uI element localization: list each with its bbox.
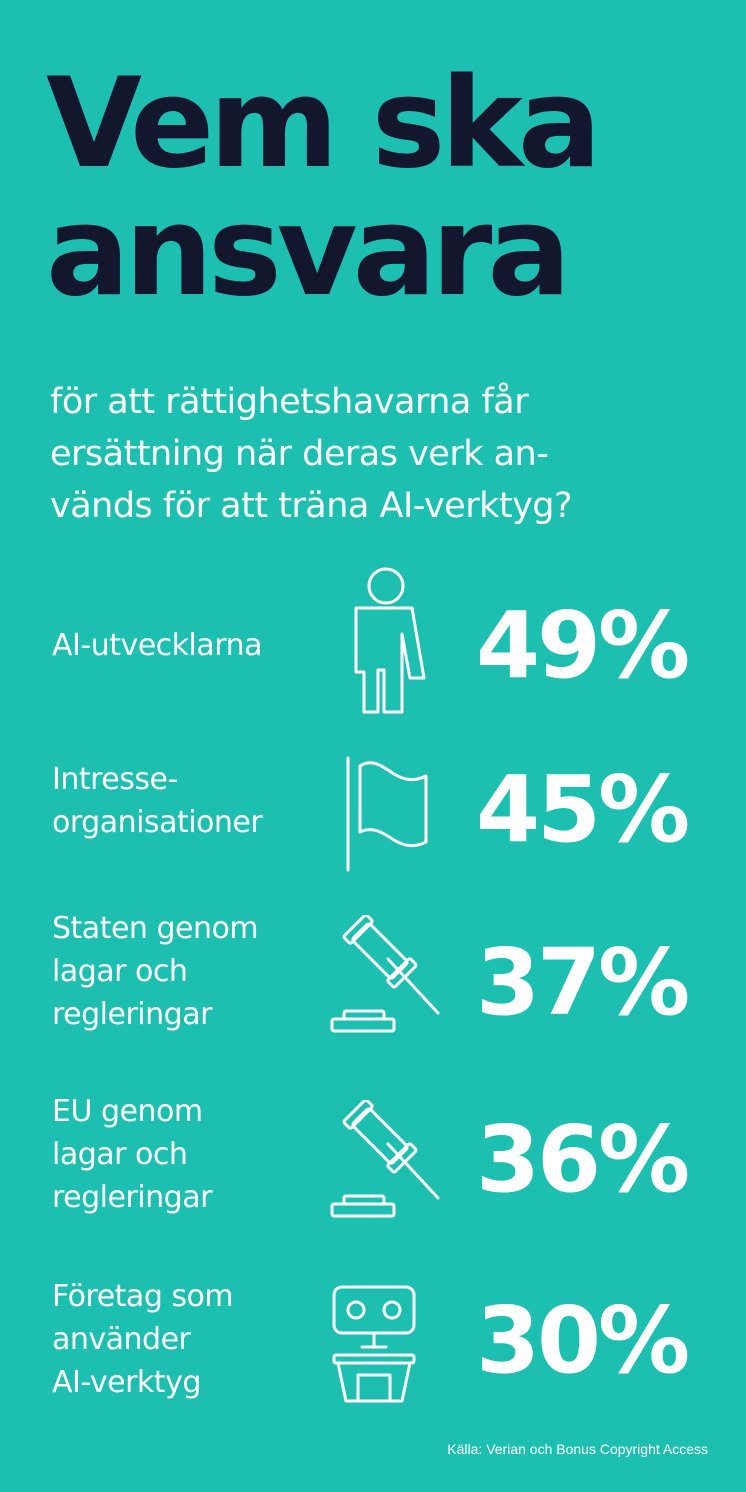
stat-label-line: Intresse- [52, 762, 178, 797]
stat-row-interest-organisations [0, 750, 746, 880]
stat-label-line: lagar och [52, 954, 188, 989]
stat-row-companies [0, 1275, 746, 1415]
stat-label [52, 1090, 332, 1219]
stat-label-line: lagar och [52, 1137, 188, 1172]
source-note: Källa: Verian och Bonus Copyright Access [447, 1441, 708, 1457]
stat-row-eu [0, 1090, 746, 1230]
subtitle [50, 376, 710, 532]
flag-icon [344, 756, 434, 872]
stat-label-line: AI-verktyg [52, 1365, 201, 1400]
stat-label-line: Staten genom [52, 911, 259, 946]
stat-label [52, 907, 332, 1036]
title-line-1: Vem ska [46, 52, 597, 196]
stat-label-line: Företag som [52, 1279, 234, 1314]
stat-percent: 36% [476, 1106, 688, 1213]
robot-icon [328, 1283, 424, 1407]
stat-label [52, 624, 332, 667]
stat-label [52, 758, 332, 844]
person-icon [344, 564, 434, 724]
stat-percent: 30% [476, 1287, 688, 1394]
stat-percent: 37% [476, 929, 688, 1036]
stat-label-line: EU genom [52, 1094, 203, 1129]
subtitle-line-2: ersättning när deras verk an- [50, 434, 549, 474]
subtitle-line-3: vänds för att träna AI-verktyg? [50, 486, 573, 526]
stat-row-ai-developers [0, 560, 746, 730]
title-line-2: ansvara [46, 180, 567, 324]
stat-label-line: regleringar [52, 1180, 212, 1215]
gavel-icon [328, 1100, 444, 1220]
page-title [46, 52, 597, 324]
subtitle-line-1: för att rättighetshavarna får [50, 382, 529, 422]
stat-row-state [0, 905, 746, 1045]
stat-label-line: regleringar [52, 997, 212, 1032]
stat-label [52, 1275, 332, 1404]
stat-label-line: organisationer [52, 805, 263, 840]
gavel-icon [328, 915, 444, 1035]
stat-percent: 45% [476, 756, 688, 863]
stat-percent: 49% [476, 592, 688, 699]
stat-label-line: använder [52, 1322, 191, 1357]
stat-label-line: AI-utvecklarna [52, 628, 262, 663]
